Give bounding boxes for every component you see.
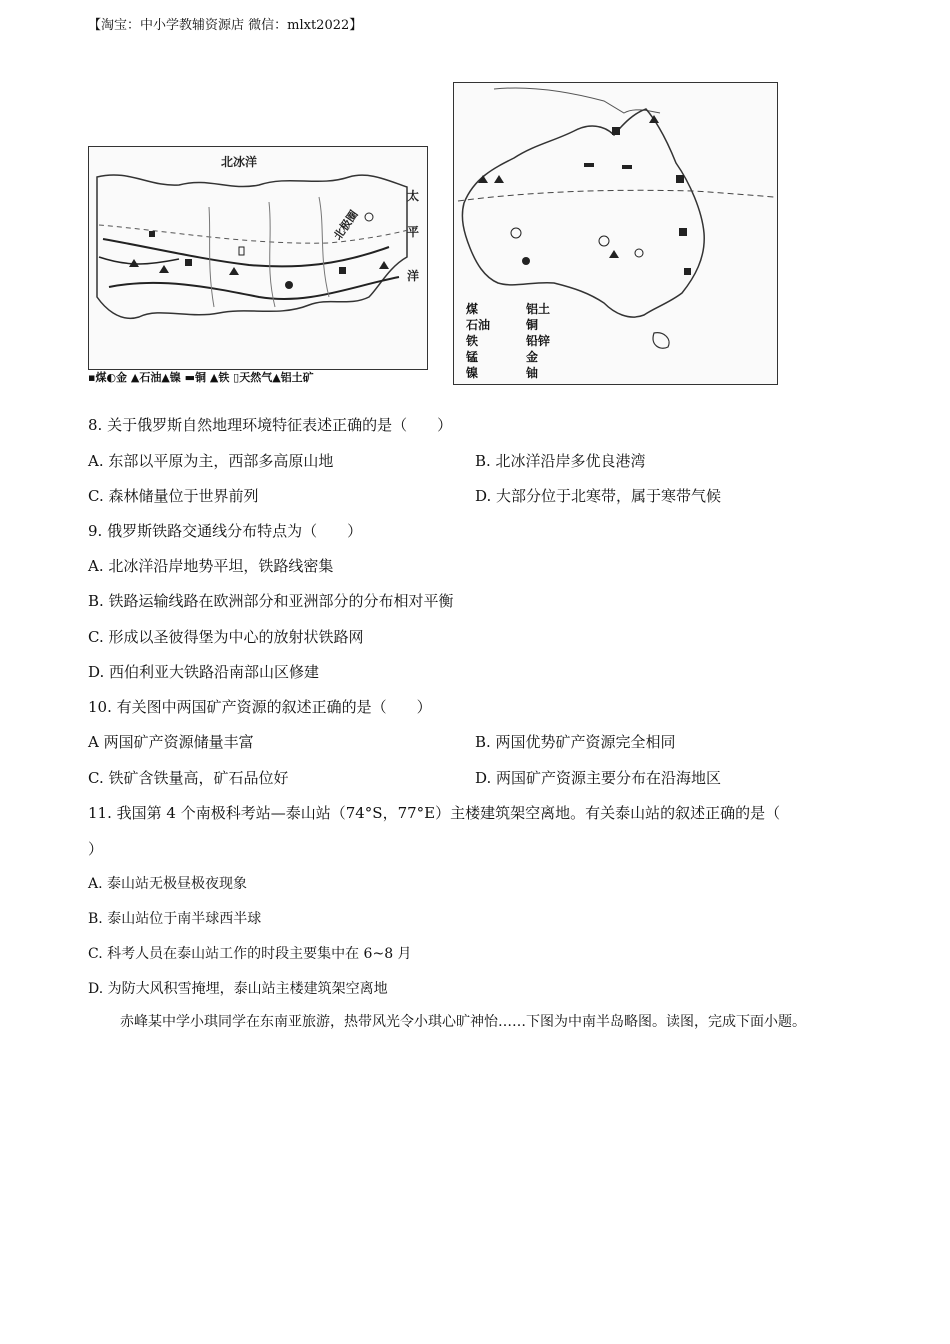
russia-map-drawing [89, 147, 427, 369]
q9-option-c: C. 形成以圣彼得堡为中心的放射状铁路网 [88, 628, 364, 646]
legend-item: 铁 [466, 334, 479, 348]
q8-stem: 8. 关于俄罗斯自然地理环境特征表述正确的是（ ） [88, 416, 453, 434]
q11-option-c: C. 科考人员在泰山站工作的时段主要集中在 6~8 月 [88, 946, 412, 962]
label-pacific-3: 洋 [407, 269, 420, 283]
legend-item: 镍 [466, 366, 479, 380]
intro-paragraph: 赤峰某中学小琪同学在东南亚旅游，热带风光令小琪心旷神怡……下图为中南半岛略图。读图，完成下面小题。 [120, 1014, 806, 1030]
legend-item: 金 [526, 350, 539, 364]
legend-row [466, 317, 576, 333]
q11-option-a: A. 泰山站无极昼极夜现象 [88, 876, 248, 892]
q10-option-a: A 两国矿产资源储量丰富 [88, 733, 254, 751]
label-pacific-1: 太 [407, 189, 420, 203]
legend-item: 铅锌 [526, 334, 551, 348]
q11-stem-end: ） [88, 840, 104, 858]
q8-option-a: A. 东部以平原为主，西部多高原山地 [88, 452, 334, 470]
label-arctic-ocean: 北冰洋 [221, 155, 258, 169]
q10-option-d: D. 两国矿产资源主要分布在沿海地区 [475, 769, 722, 787]
legend-row [466, 349, 576, 365]
q10-option-c: C. 铁矿含铁量高，矿石品位好 [88, 769, 289, 787]
q11-option-b: B. 泰山站位于南半球西半球 [88, 911, 262, 927]
q10-stem: 10. 有关图中两国矿产资源的叙述正确的是（ ） [88, 698, 432, 716]
legend-row [466, 365, 576, 381]
label-pacific-2: 平 [407, 225, 420, 239]
header-watermark: 【淘宝：中小学教辅资源店 微信：mlxt2022】 [88, 18, 363, 33]
q9-option-b: B. 铁路运输线路在欧洲部分和亚洲部分的分布相对平衡 [88, 592, 454, 610]
q11-stem: 11. 我国第 4 个南极科考站—泰山站（74°S，77°E）主楼建筑架空离地。有关泰山站的叙述正确的是（ [88, 804, 781, 822]
q9-option-a: A. 北冰洋沿岸地势平坦，铁路线密集 [88, 557, 334, 575]
q9-option-d: D. 西伯利亚大铁路沿南部山区修建 [88, 663, 320, 681]
legend-item: 石油 [466, 318, 491, 332]
legend-row [466, 333, 576, 349]
legend-item: 铜 [526, 318, 539, 332]
australia-map [453, 82, 778, 385]
q8-option-b: B. 北冰洋沿岸多优良港湾 [475, 452, 646, 470]
q8-option-c: C. 森林储量位于世界前列 [88, 487, 259, 505]
q10-option-b: B. 两国优势矿产资源完全相同 [475, 733, 676, 751]
australia-map-legend [466, 301, 576, 381]
label-arctic-circle: 北极圈 [331, 208, 361, 243]
q8-option-d: D. 大部分位于北寒带，属于寒带气候 [475, 487, 722, 505]
legend-item: 铀 [526, 366, 539, 380]
russia-map [88, 146, 428, 370]
legend-item: 锰 [466, 350, 479, 364]
q11-option-d: D. 为防大风积雪掩埋，泰山站主楼建筑架空离地 [88, 981, 388, 997]
legend-item: 煤 [466, 302, 479, 316]
q9-stem: 9. 俄罗斯铁路交通线分布特点为（ ） [88, 522, 363, 540]
legend-item: 铝土 [526, 302, 551, 316]
legend-row [466, 301, 576, 317]
russia-map-legend: ▪煤◐金 ▲石油▲镍 ▬铜 ▲铁 ▯天然气▲铝土矿 [88, 371, 314, 384]
